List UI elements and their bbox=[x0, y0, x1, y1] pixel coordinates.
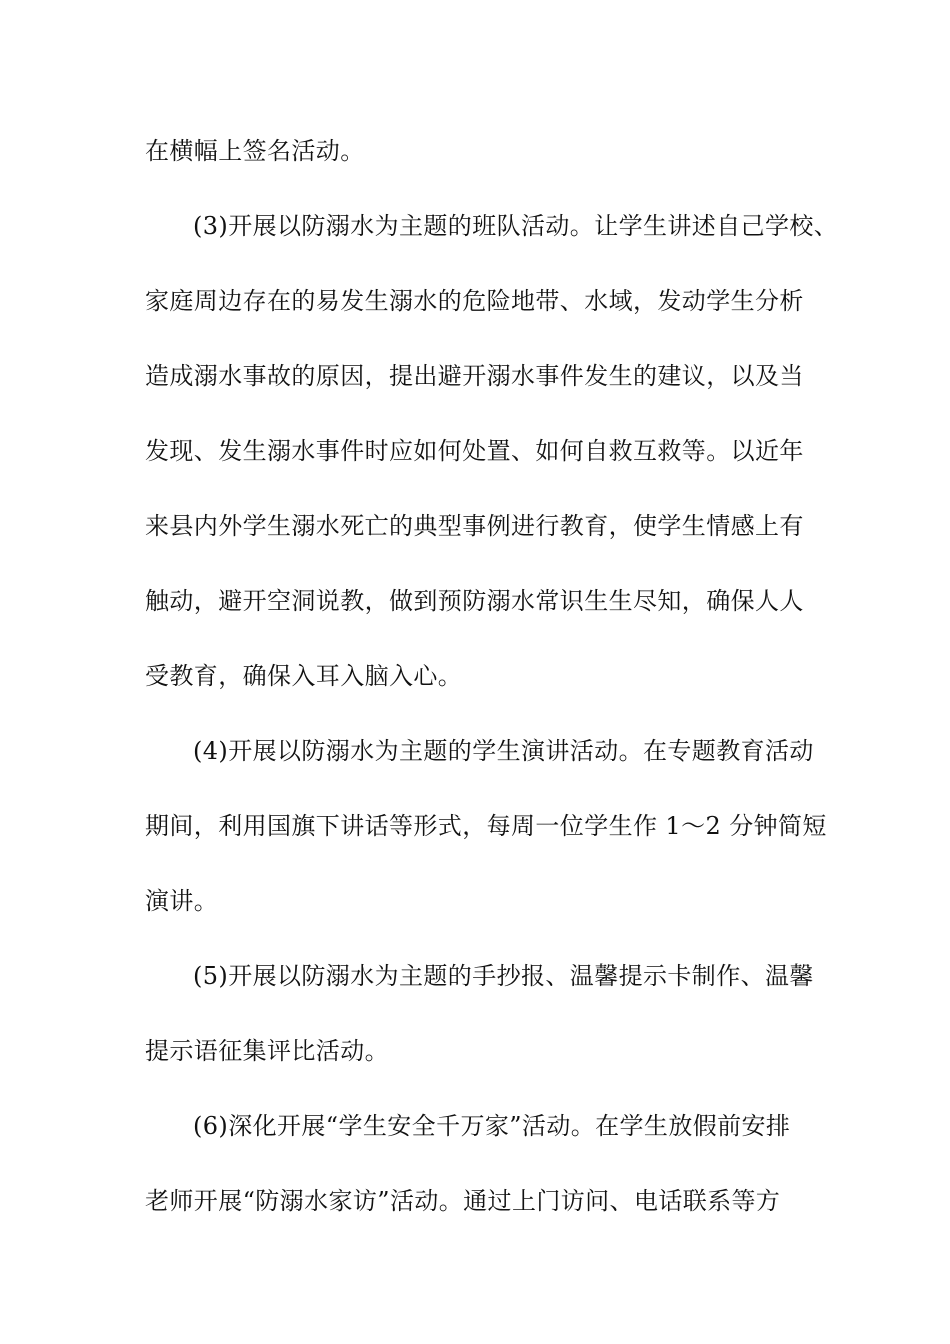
text-line: 家庭周边存在的易发生溺水的危险地带、水域，发动学生分析 bbox=[145, 287, 804, 315]
text-line: 在横幅上签名活动。 bbox=[145, 137, 365, 165]
text-line: 提示语征集评比活动。 bbox=[145, 1037, 389, 1065]
text-line: 来县内外学生溺水死亡的典型事例进行教育，使学生情感上有 bbox=[145, 512, 804, 540]
text-line: (5)开展以防溺水为主题的手抄报、温馨提示卡制作、温馨 bbox=[193, 962, 814, 990]
text-line: 受教育，确保入耳入脑入心。 bbox=[145, 662, 463, 690]
text-line: (3)开展以防溺水为主题的班队活动。让学生讲述自己学校、 bbox=[193, 212, 839, 240]
text-line: 演讲。 bbox=[145, 887, 219, 915]
text-line: 造成溺水事故的原因，提出避开溺水事件发生的建议，以及当 bbox=[145, 362, 804, 390]
text-line: 期间，利用国旗下讲话等形式，每周一位学生作 1～2 分钟简短 bbox=[145, 812, 827, 840]
text-line: 老师开展“防溺水家访”活动。通过上门访问、电话联系等方 bbox=[145, 1187, 781, 1215]
text-line: 发现、发生溺水事件时应如何处置、如何自救互救等。以近年 bbox=[145, 437, 804, 465]
text-line: (6)深化开展“学生安全千万家”活动。在学生放假前安排 bbox=[193, 1112, 791, 1140]
text-line: 触动，避开空洞说教，做到预防溺水常识生生尽知，确保人人 bbox=[145, 587, 804, 615]
text-line: (4)开展以防溺水为主题的学生演讲活动。在专题教育活动 bbox=[193, 737, 814, 765]
